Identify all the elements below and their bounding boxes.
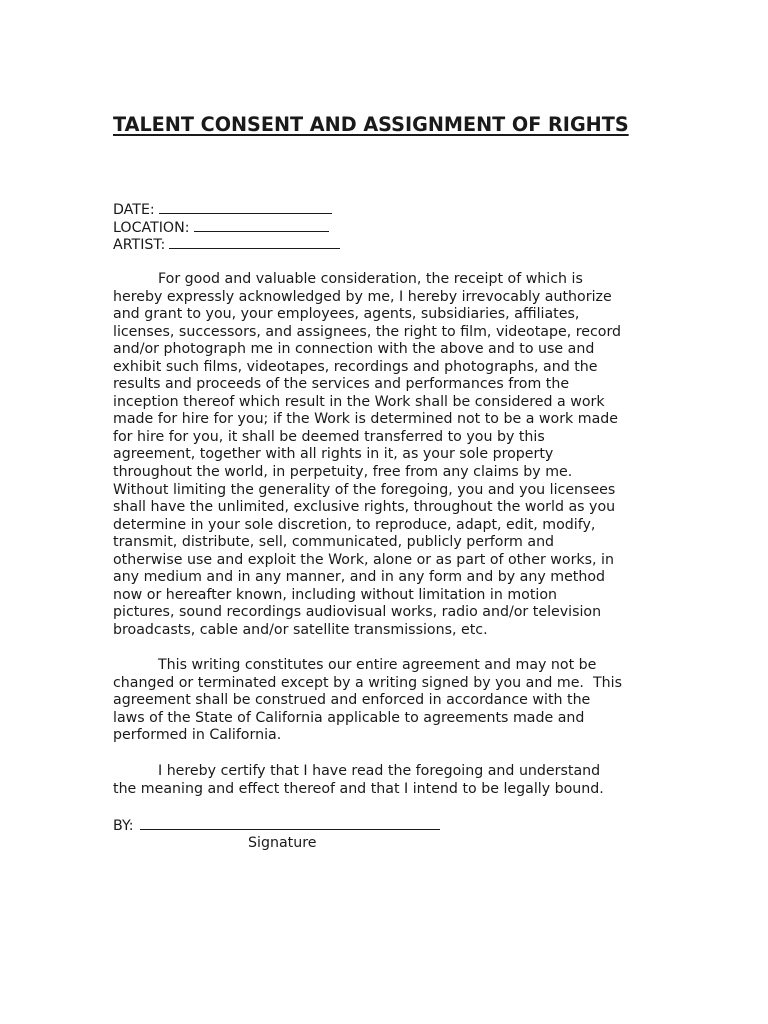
paragraph-line: the meaning and effect thereof and that I intend to be legally bound. — [113, 780, 604, 797]
location-blank-line — [194, 219, 329, 232]
location-label: LOCATION: — [113, 219, 190, 236]
paragraph-line: now or hereafter known, including without limitation in motion — [113, 586, 558, 603]
entire-agreement-paragraph — [113, 657, 661, 745]
paragraph-line: inception thereof which result in the Work shall be considered a work — [113, 393, 605, 410]
paragraph-line: exhibit such films, videotapes, recordings and photographs, and the — [113, 358, 598, 375]
signature-caption: Signature — [248, 835, 317, 851]
by-label: BY: — [113, 818, 134, 834]
signature-row — [113, 816, 440, 835]
paragraph-line: results and proceeds of the services and performances from the — [113, 376, 570, 393]
paragraph-line: determine in your sole discretion, to reproduce, adapt, edit, modify, — [113, 516, 596, 533]
paragraph-line: and grant to you, your employees, agents, subsidiaries, affiliates, — [113, 306, 580, 323]
document-title: TALENT CONSENT AND ASSIGNMENT OF RIGHTS — [113, 113, 629, 136]
paragraph-line: agreement, together with all rights in it, as your sole property — [113, 446, 554, 463]
paragraph-line: and/or photograph me in connection with the above and to use and — [113, 341, 595, 358]
paragraph-line: hereby expressly acknowledged by me, I hereby irrevocably authorize — [113, 288, 612, 305]
location-field-row — [113, 219, 340, 237]
paragraph-line: for hire for you, it shall be deemed transferred to you by this — [113, 428, 545, 445]
paragraph-line: transmit, distribute, sell, communicated, publicly perform and — [113, 534, 555, 551]
header-fields — [113, 201, 340, 254]
paragraph-line: laws of the State of California applicable to agreements made and — [113, 709, 585, 726]
artist-label: ARTIST: — [113, 237, 166, 253]
paragraph-line: changed or terminated except by a writing signed by you and me. This — [113, 674, 622, 691]
date-blank-line — [159, 201, 332, 214]
paragraph-line: shall have the unlimited, exclusive rights, throughout the world as you — [113, 499, 616, 516]
paragraph-line: For good and valuable consideration, the receipt of which is — [158, 271, 583, 287]
paragraph-line: This writing constitutes our entire agreement and may not be — [158, 657, 597, 673]
paragraph-line: Without limiting the generality of the foregoing, you and you licensees — [113, 481, 616, 498]
paragraph-line: otherwise use and exploit the Work, alone or as part of other works, in — [113, 551, 614, 568]
paragraph-line: broadcasts, cable and/or satellite transmissions, etc. — [113, 621, 488, 638]
signature-blank-line — [140, 816, 440, 830]
paragraph-line: throughout the world, in perpetuity, free from any claims by me. — [113, 464, 573, 481]
paragraph-line: I hereby certify that I have read the foregoing and understand — [158, 763, 601, 779]
paragraph-line: any medium and in any manner, and in any form and by any method — [113, 569, 606, 586]
paragraph-line: pictures, sound recordings audiovisual works, radio and/or television — [113, 604, 602, 621]
consideration-paragraph — [113, 271, 661, 639]
date-label: DATE: — [113, 202, 155, 218]
artist-field-row — [113, 236, 340, 254]
paragraph-line: made for hire for you; if the Work is determined not to be a work made — [113, 411, 619, 428]
certification-paragraph — [113, 763, 661, 798]
paragraph-line: licenses, successors, and assignees, the right to film, videotape, record — [113, 323, 622, 340]
paragraph-line: performed in California. — [113, 727, 282, 744]
artist-blank-line — [169, 236, 340, 249]
date-field-row — [113, 201, 340, 219]
paragraph-line: agreement shall be construed and enforced in accordance with the — [113, 692, 591, 709]
